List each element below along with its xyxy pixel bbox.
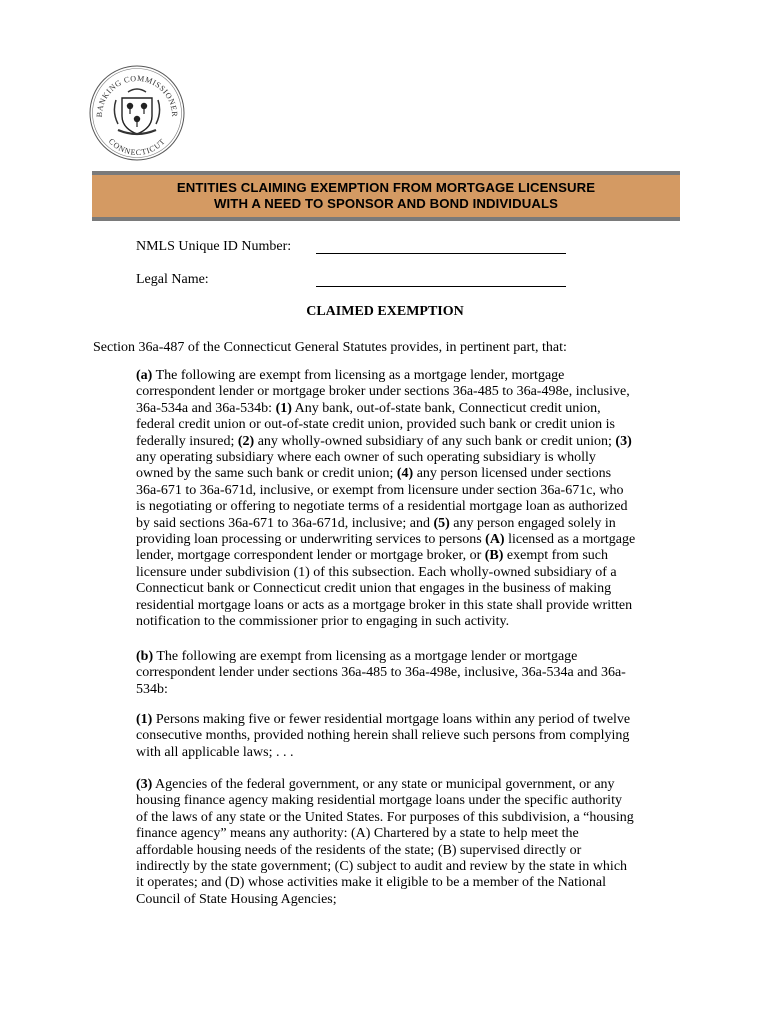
label-1: (1) — [136, 712, 153, 727]
connecticut-state-seal-icon — [88, 64, 186, 162]
paragraph-b: (b) The following are exempt from licensing as a mortgage lender or mortgage correspondent lender under sections 36a-485 to 36a-498e, inclusive, 36a-534a and 36a-534b: — [136, 649, 626, 697]
legal-name-label: Legal Name: — [136, 272, 209, 287]
nmls-id-label: NMLS Unique ID Number: — [136, 239, 292, 254]
seal-bottom-text: CONNECTICUT — [106, 136, 168, 158]
banner-line-1: ENTITIES CLAIMING EXEMPTION FROM MORTGAGE LICENSURE — [176, 180, 596, 195]
legal-name-input-line[interactable] — [316, 286, 566, 287]
paragraph-a: (a) The following are exempt from licensing as a mortgage lender, mortgage correspondent lender or mortgage broker under sections 36a-485 to 36a-498e, inclusive, 36a-534a and 36a-534b: (1) Any bank, out-of-state bank, Connecticut credit union, federal credit union or out-of-state credit union, provided such bank or credit union is federally insured; (2) any wholly-owned subsidiary of any such bank or credit union; (3) any operating subsidiary where each owner of such operating subsidiary is wholly owned by the same such bank or credit union; (4) any person licensed under sections 36a-671 to 36a-671d, inclusive, or exempt from licensure under section 36a-671c, who is negotiating or offering to negotiate terms of a residential mortgage loan as authorized by said sections 36a-671 to 36a-671d, inclusive; and (5) any person engaged solely in providing loan processing or underwriting services to persons (A) licensed as a mortgage lender, mortgage correspondent lender or mortgage broker, or (B) exempt from such licensure under subdivision (1) of this subsection. Each wholly-owned subsidiary of a Connecticut bank or Connecticut credit union that engages in the business of making residential mortgage loans or acts as a mortgage broker in this state shall provide written notification to the commissioner prior to engaging in such activity. — [136, 368, 636, 630]
label-a: (a) — [136, 368, 153, 383]
label-3: (3) — [136, 777, 153, 792]
nmls-id-input-line[interactable] — [316, 253, 566, 254]
label-b: (b) — [136, 649, 154, 664]
banner-line-2: WITH A NEED TO SPONSOR AND BOND INDIVIDUALS — [213, 196, 558, 211]
banking-commissioner-seal — [88, 64, 186, 162]
seal-top-text: BANKING COMMISSIONER — [94, 73, 180, 118]
intro-text: Section 36a-487 of the Connecticut General Statutes provides, in pertinent part, that: — [93, 340, 567, 355]
title-banner — [92, 171, 680, 221]
claimed-exemption-heading: CLAIMED EXEMPTION — [306, 304, 464, 319]
paragraph-3: (3) Agencies of the federal government, or any state or municipal government, or any housing finance agency making residential mortgage loans under the specific authority of the laws of any state or the United States. For purposes of this subdivision, a “housing finance agency” means any authority: (A) Chartered by a state to help meet the affordable housing needs of the residents of the state; (B) supervised directly or indirectly by the state government; (C) subject to audit and review by the state in which it operates; and (D) whose activities make it eligible to be a member of the National Council of State Housing Agencies; — [136, 777, 634, 907]
paragraph-1: (1) Persons making five or fewer residential mortgage loans within any period of twelve consecutive months, provided nothing herein shall relieve such persons from complying with all applicable laws; . . . — [136, 712, 631, 760]
